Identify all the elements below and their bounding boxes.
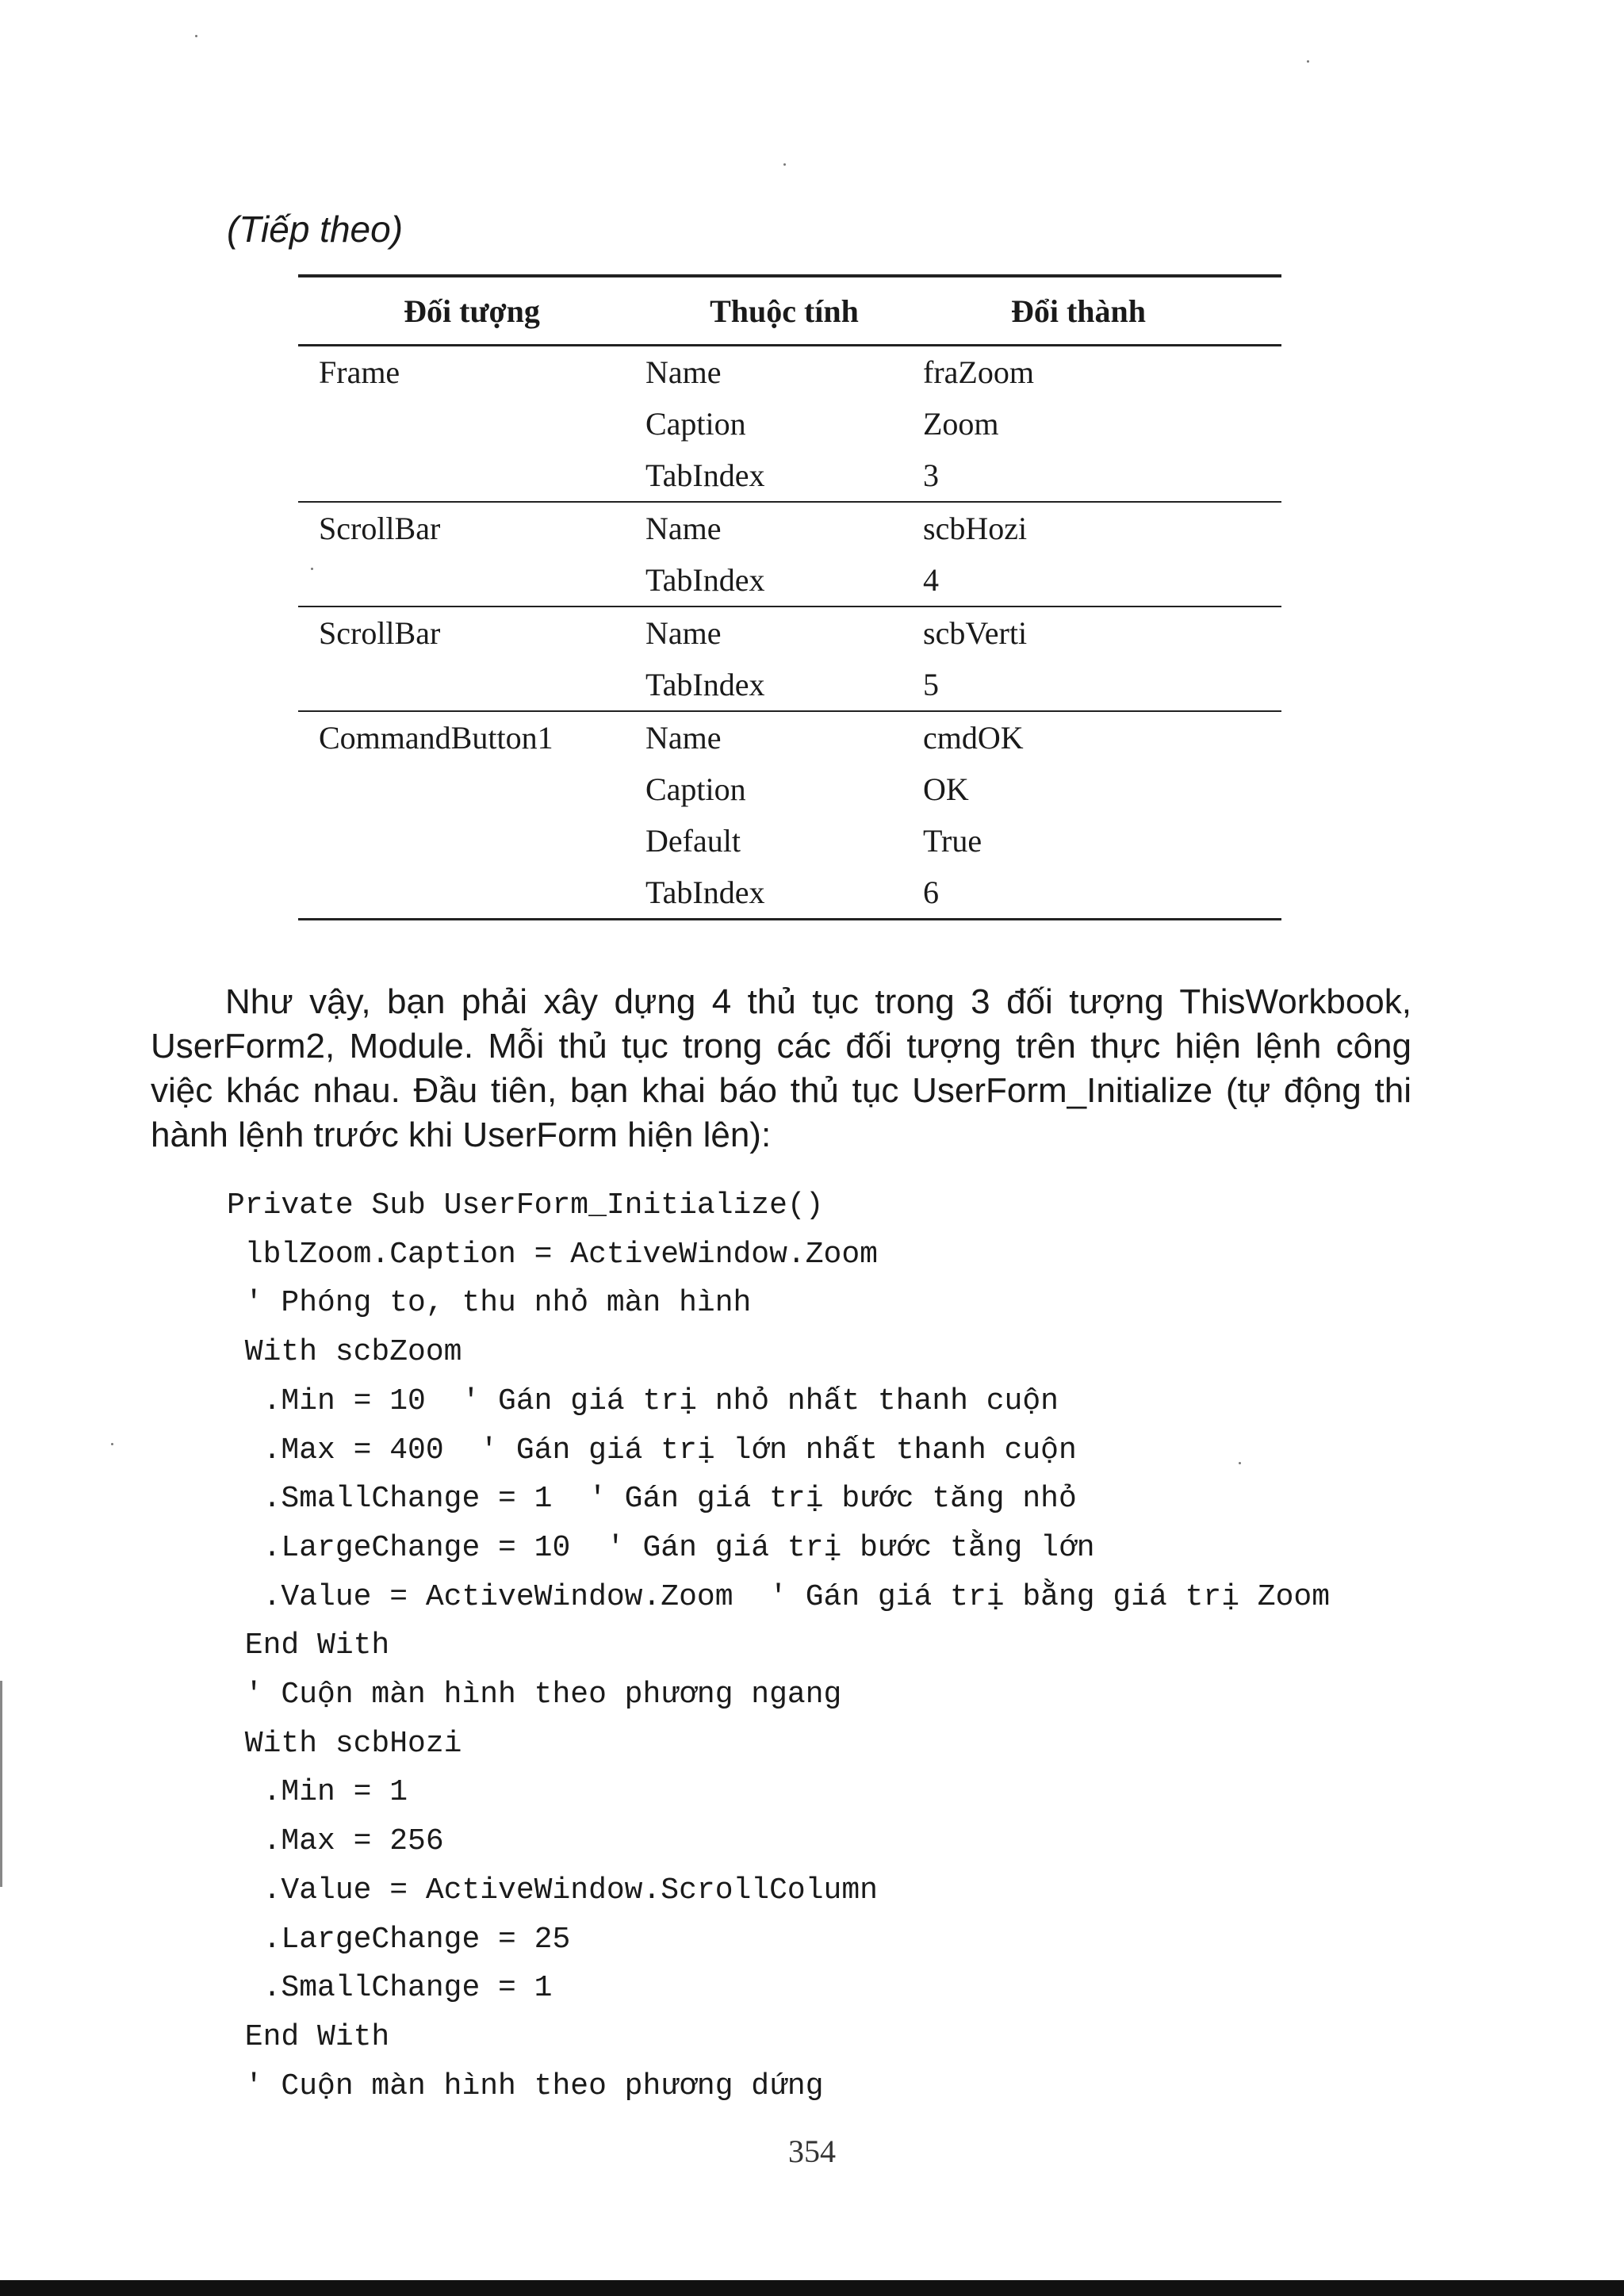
object-cell: ScrollBar <box>319 615 441 651</box>
page-number: 354 <box>788 2133 836 2169</box>
value-cell: scbVerti <box>923 615 1028 651</box>
property-cell: TabIndex <box>645 562 765 598</box>
value-cell: 3 <box>923 457 939 493</box>
code-line: .Max = 400 ' Gán giá trị lớn nhất thanh cuộn <box>227 1433 1077 1468</box>
code-line: .Min = 1 <box>227 1775 408 1810</box>
property-table <box>298 274 1281 920</box>
table-row <box>298 763 1281 815</box>
column-header: Đổi thành <box>923 276 1281 346</box>
table-header-row <box>298 276 1281 346</box>
property-cell: TabIndex <box>645 457 765 493</box>
scan-speck <box>311 568 313 570</box>
code-block <box>227 1181 1330 2110</box>
body-paragraph: Như vậy, bạn phải xây dựng 4 thủ tục trong 3 đối tượng ThisWorkbook, UserForm2, Module. Mỗi thủ tục trong các đối tượng trên thực hiện lệnh công việc khác nhau. Đầu tiên, bạn khai báo thủ tục UserForm_Initialize (tự động thi hành lệnh trước khi UserForm hiện lên): <box>151 982 1411 1154</box>
scan-border <box>0 2280 1624 2296</box>
object-cell: Frame <box>319 354 400 390</box>
value-cell: Zoom <box>923 406 999 442</box>
scan-speck <box>1239 1462 1241 1464</box>
code-line: End With <box>227 2019 390 2054</box>
table-row <box>298 450 1281 502</box>
table-row <box>298 815 1281 867</box>
code-line: Private Sub UserForm_Initialize() <box>227 1188 824 1223</box>
table-group-command-button <box>298 711 1281 920</box>
table-row <box>298 554 1281 607</box>
table-group-scrollbar-verti <box>298 607 1281 711</box>
property-cell: Caption <box>645 771 746 807</box>
table-row <box>298 659 1281 711</box>
code-line: ' Cuộn màn hình theo phương ngang <box>227 1678 842 1712</box>
object-cell: CommandButton1 <box>319 720 553 756</box>
code-line: .SmallChange = 1 ' Gán giá trị bước tăng nhỏ <box>227 1482 1077 1517</box>
table-row <box>298 398 1281 450</box>
code-line: With scbHozi <box>227 1726 462 1761</box>
code-line: With scbZoom <box>227 1335 462 1370</box>
value-cell: 6 <box>923 874 939 910</box>
table-row <box>298 502 1281 554</box>
code-line: ' Cuộn màn hình theo phương dứng <box>227 2068 824 2103</box>
property-cell: Default <box>645 823 741 859</box>
scan-speck <box>1307 60 1309 63</box>
value-cell: cmdOK <box>923 720 1024 756</box>
table-row <box>298 607 1281 659</box>
scan-speck <box>783 163 786 166</box>
value-cell: fraZoom <box>923 354 1034 390</box>
table-group-scrollbar-hozi <box>298 502 1281 607</box>
property-cell: Name <box>645 720 722 756</box>
value-cell: scbHozi <box>923 511 1028 546</box>
table-row <box>298 711 1281 763</box>
property-cell: Name <box>645 511 722 546</box>
code-line: .SmallChange = 1 <box>227 1971 553 2006</box>
code-line: .LargeChange = 10 ' Gán giá trị bước tằng lớn <box>227 1530 1095 1565</box>
scan-edge-line <box>0 1681 2 1887</box>
scan-speck <box>111 1443 113 1445</box>
code-line: .LargeChange = 25 <box>227 1922 571 1957</box>
value-cell: True <box>923 823 982 859</box>
value-cell: OK <box>923 771 969 807</box>
table-group-frame <box>298 346 1281 503</box>
object-cell: ScrollBar <box>319 511 441 546</box>
property-cell: TabIndex <box>645 874 765 910</box>
code-line: lblZoom.Caption = ActiveWindow.Zoom <box>227 1237 878 1272</box>
code-line: ' Phóng to, thu nhỏ màn hình <box>227 1286 752 1321</box>
code-line: .Min = 10 ' Gán giá trị nhỏ nhất thanh cuộn <box>227 1383 1059 1418</box>
code-line: .Max = 256 <box>227 1824 444 1859</box>
table-row <box>298 346 1281 399</box>
code-line: .Value = ActiveWindow.Zoom ' Gán giá trị bằng giá trị Zoom <box>227 1579 1331 1614</box>
continued-heading: (Tiếp theo) <box>227 209 404 250</box>
code-line: End With <box>227 1628 390 1663</box>
property-cell: TabIndex <box>645 667 765 702</box>
table-row <box>298 867 1281 920</box>
code-line: .Value = ActiveWindow.ScrollColumn <box>227 1873 878 1908</box>
property-cell: Caption <box>645 406 746 442</box>
property-cell: Name <box>645 354 722 390</box>
scan-speck <box>195 35 197 37</box>
value-cell: 4 <box>923 562 939 598</box>
property-cell: Name <box>645 615 722 651</box>
column-header: Đối tượng <box>298 276 645 346</box>
column-header: Thuộc tính <box>645 276 923 346</box>
value-cell: 5 <box>923 667 939 702</box>
